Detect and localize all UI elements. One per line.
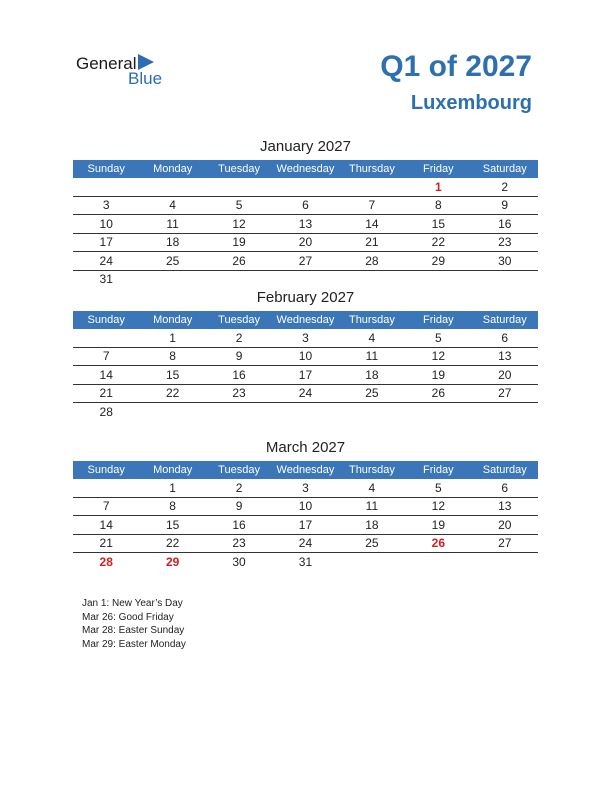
day-cell: 22 <box>139 534 205 553</box>
day-cell: 20 <box>472 516 538 535</box>
day-cell: 14 <box>73 366 139 385</box>
day-cell: 23 <box>206 384 272 403</box>
day-cell: 2 <box>206 329 272 347</box>
day-cell: 8 <box>139 497 205 516</box>
empty-day-cell <box>405 270 471 288</box>
day-cell: 9 <box>206 347 272 366</box>
day-cell: 31 <box>298 554 313 569</box>
empty-day-cell <box>472 553 538 571</box>
day-cell: 16 <box>206 516 272 535</box>
weekday-header: Friday <box>405 461 471 479</box>
day-cell: 10 <box>272 347 338 366</box>
day-cell: 7 <box>339 196 405 215</box>
day-cell: 15 <box>139 366 205 385</box>
week-row <box>73 497 538 516</box>
day-cell: 12 <box>206 215 272 234</box>
weekday-header: Saturday <box>472 160 538 178</box>
day-cell: 18 <box>139 233 205 252</box>
day-cell: 2 <box>472 178 538 196</box>
page-title: Q1 of 2027 <box>380 50 532 83</box>
day-cell: 23 <box>472 233 538 252</box>
week-row <box>73 329 538 347</box>
country-name: Luxembourg <box>410 92 532 114</box>
empty-day-cell <box>339 178 405 196</box>
empty-day-cell <box>73 479 139 497</box>
day-cell: 3 <box>272 479 338 497</box>
day-cell: 22 <box>139 384 205 403</box>
holiday-note: Mar 26: Good Friday <box>82 611 174 623</box>
day-cell: 26 <box>405 384 471 403</box>
weekday-header: Tuesday <box>206 160 272 178</box>
day-cell: 17 <box>272 366 338 385</box>
weekday-header: Wednesday <box>272 461 338 479</box>
calendar-table <box>73 311 538 421</box>
day-cell: 8 <box>139 347 205 366</box>
day-cell: 4 <box>339 329 405 347</box>
day-cell: 30 <box>472 252 538 271</box>
day-cell: 13 <box>272 215 338 234</box>
weekday-header: Sunday <box>73 461 139 479</box>
empty-day-cell <box>272 270 338 288</box>
day-cell: 18 <box>339 366 405 385</box>
week-row <box>73 215 538 234</box>
day-cell: 27 <box>472 384 538 403</box>
day-cell: 6 <box>272 196 338 215</box>
day-cell: 6 <box>472 479 538 497</box>
week-row <box>73 233 538 252</box>
day-cell: 14 <box>339 215 405 234</box>
day-cell: 22 <box>405 233 471 252</box>
day-cell: 21 <box>339 233 405 252</box>
weekday-header: Tuesday <box>206 311 272 329</box>
weekday-header: Tuesday <box>206 461 272 479</box>
empty-day-cell <box>139 403 205 421</box>
day-cell: 19 <box>405 516 471 535</box>
month-march <box>73 439 538 571</box>
weekday-header: Friday <box>405 160 471 178</box>
week-row <box>73 479 538 497</box>
week-row <box>73 553 538 571</box>
week-row <box>73 252 538 271</box>
day-cell: 1 <box>139 479 205 497</box>
week-row <box>73 270 538 288</box>
empty-day-cell <box>472 403 538 421</box>
month-title: March 2027 <box>265 439 346 456</box>
empty-day-cell <box>339 270 405 288</box>
day-cell: 3 <box>73 196 139 215</box>
weekday-header-row <box>73 311 538 329</box>
day-cell: 25 <box>139 252 205 271</box>
weekday-header: Sunday <box>73 160 139 178</box>
week-row <box>73 366 538 385</box>
logo-triangle-icon <box>138 54 154 70</box>
day-cell: 30 <box>232 554 246 569</box>
week-row <box>73 534 538 553</box>
day-cell: 21 <box>73 384 139 403</box>
empty-day-cell <box>73 178 139 196</box>
day-cell: 11 <box>339 497 405 516</box>
day-cell: 11 <box>339 347 405 366</box>
empty-day-cell <box>405 403 471 421</box>
day-cell: 8 <box>405 196 471 215</box>
day-cell: 4 <box>339 479 405 497</box>
day-cell: 28 <box>99 404 113 419</box>
empty-day-cell <box>139 178 205 196</box>
empty-day-cell <box>272 178 338 196</box>
day-cell: 20 <box>472 366 538 385</box>
day-cell: 1 <box>405 178 471 196</box>
day-cell: 17 <box>73 233 139 252</box>
day-cell: 15 <box>139 516 205 535</box>
empty-day-cell <box>73 329 139 347</box>
day-cell: 19 <box>206 233 272 252</box>
logo-word-blue: Blue <box>128 69 163 88</box>
day-cell: 15 <box>405 215 471 234</box>
day-cell: 7 <box>73 497 139 516</box>
week-row <box>73 516 538 535</box>
day-cell: 13 <box>472 347 538 366</box>
empty-day-cell <box>272 403 338 421</box>
day-cell: 29 <box>165 554 180 569</box>
day-cell: 4 <box>139 196 205 215</box>
week-row <box>73 178 538 196</box>
weekday-header: Saturday <box>472 311 538 329</box>
holiday-note: Jan 1: New Year’s Day <box>82 598 183 609</box>
day-cell: 26 <box>405 534 471 553</box>
week-row <box>73 403 538 421</box>
empty-day-cell <box>206 178 272 196</box>
holiday-note: Mar 29: Easter Monday <box>82 638 186 650</box>
weekday-header: Monday <box>139 461 205 479</box>
empty-day-cell <box>206 403 272 421</box>
day-cell: 18 <box>339 516 405 535</box>
month-january <box>73 138 538 288</box>
weekday-header: Friday <box>405 311 471 329</box>
day-cell: 24 <box>73 252 139 271</box>
day-cell: 26 <box>206 252 272 271</box>
logo-word-general: General <box>76 54 137 73</box>
holiday-note: Mar 28: Easter Sunday <box>82 625 185 636</box>
day-cell: 21 <box>73 534 139 553</box>
week-row <box>73 347 538 366</box>
day-cell: 1 <box>139 329 205 347</box>
day-cell: 5 <box>405 479 471 497</box>
weekday-header: Wednesday <box>272 160 338 178</box>
calendar-table <box>73 461 538 571</box>
empty-day-cell <box>139 270 205 288</box>
day-cell: 14 <box>73 516 139 535</box>
day-cell: 10 <box>272 497 338 516</box>
weekday-header: Sunday <box>73 311 139 329</box>
day-cell: 17 <box>272 516 338 535</box>
weekday-header: Thursday <box>339 160 405 178</box>
week-row <box>73 384 538 403</box>
empty-day-cell <box>339 403 405 421</box>
day-cell: 9 <box>206 497 272 516</box>
empty-day-cell <box>339 553 405 571</box>
weekday-header: Thursday <box>339 311 405 329</box>
empty-day-cell <box>206 270 272 288</box>
empty-day-cell <box>405 553 471 571</box>
weekday-header: Monday <box>139 311 205 329</box>
empty-day-cell <box>472 270 538 288</box>
day-cell: 13 <box>472 497 538 516</box>
day-cell: 6 <box>472 329 538 347</box>
day-cell: 20 <box>272 233 338 252</box>
day-cell: 31 <box>99 272 113 287</box>
month-february <box>73 289 538 421</box>
calendar-table <box>73 160 538 288</box>
day-cell: 12 <box>405 347 471 366</box>
day-cell: 5 <box>206 196 272 215</box>
weekday-header-row <box>73 160 538 178</box>
day-cell: 16 <box>206 366 272 385</box>
weekday-header-row <box>73 461 538 479</box>
day-cell: 12 <box>405 497 471 516</box>
day-cell: 19 <box>405 366 471 385</box>
day-cell: 9 <box>472 196 538 215</box>
day-cell: 25 <box>339 534 405 553</box>
weekday-header: Saturday <box>472 461 538 479</box>
day-cell: 24 <box>272 384 338 403</box>
weekday-header: Thursday <box>339 461 405 479</box>
holiday-notes <box>82 597 186 651</box>
day-cell: 10 <box>73 215 139 234</box>
month-title: January 2027 <box>260 138 351 155</box>
day-cell: 11 <box>139 215 205 234</box>
day-cell: 2 <box>206 479 272 497</box>
weekday-header: Wednesday <box>272 311 338 329</box>
day-cell: 27 <box>272 252 338 271</box>
day-cell: 7 <box>73 347 139 366</box>
day-cell: 28 <box>339 252 405 271</box>
generalblue-logo <box>76 52 186 88</box>
day-cell: 16 <box>472 215 538 234</box>
day-cell: 29 <box>405 252 471 271</box>
weekday-header: Monday <box>139 160 205 178</box>
day-cell: 24 <box>272 534 338 553</box>
day-cell: 25 <box>339 384 405 403</box>
day-cell: 27 <box>472 534 538 553</box>
week-row <box>73 196 538 215</box>
day-cell: 28 <box>99 554 113 569</box>
day-cell: 23 <box>206 534 272 553</box>
month-title: February 2027 <box>256 289 355 306</box>
day-cell: 3 <box>272 329 338 347</box>
day-cell: 5 <box>405 329 471 347</box>
